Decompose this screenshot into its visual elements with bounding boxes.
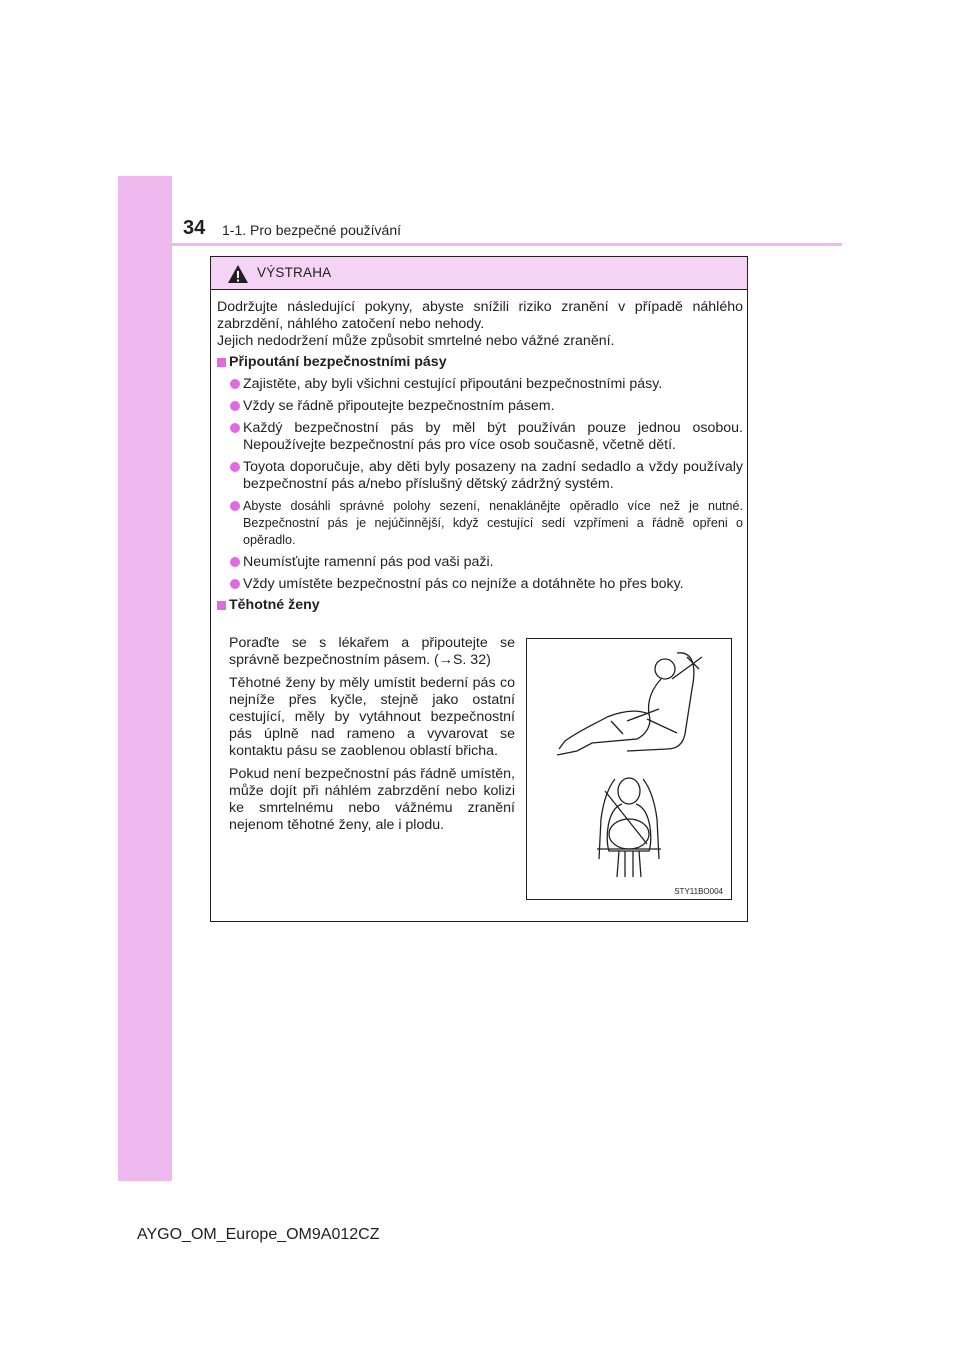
bullet-dot-icon xyxy=(230,401,240,411)
list-item: Neumísťujte ramenní pás pod vaši paži. xyxy=(217,554,743,571)
intro-paragraph: Jejich nedodržení může způsobit smrtelné nebo vážné zranění. xyxy=(217,333,615,349)
page-number: 34 xyxy=(183,217,206,239)
list-item: Každý bezpečnostní pás by měl být používán pouze jednou osobou. Nepoužívejte bezpečnostní pás pro více osob současně, včetně dětí. xyxy=(217,420,743,454)
bullet-dot-icon xyxy=(230,379,240,389)
figure-code: STY11BO004 xyxy=(674,887,723,896)
warning-box xyxy=(210,256,748,922)
list-item: Abyste dosáhli správné polohy sezení, nenaklánějte opěradlo více než je nutné. Bezpečnostní pás je nejúčinnější, když cestující sedí vzpřímeni a řádně opřeni o opěradlo. xyxy=(217,498,743,549)
list-item: Toyota doporučuje, aby děti byly posazeny na zadní sedadlo a vždy používaly bezpečnostní pás a/nebo příslušný dětský zádržný systém. xyxy=(217,459,743,493)
pregnant-paragraph: Poraďte se s lékařem a připoutejte se správně bezpečnostním pásem. (→S. 32) xyxy=(229,635,515,668)
warning-triangle-icon xyxy=(227,264,249,284)
chapter-tab-sidebar xyxy=(118,176,172,1181)
bullet-dot-icon xyxy=(230,557,240,567)
bullet-dot-icon xyxy=(230,501,240,511)
list-item: Vždy se řádně připoutejte bezpečnostním pásem. xyxy=(217,398,743,415)
section-title: 1-1. Pro bezpečné používání xyxy=(222,222,402,238)
pregnant-heading: Těhotné ženy xyxy=(217,597,743,614)
square-bullet-icon xyxy=(217,601,226,610)
warning-title: VÝSTRAHA xyxy=(257,265,332,280)
bullet-dot-icon xyxy=(230,579,240,589)
pregnant-text xyxy=(229,635,515,840)
pregnant-seatbelt-drawing xyxy=(527,639,731,884)
document-id: AYGO_OM_Europe_OM9A012CZ xyxy=(137,1226,380,1243)
intro-paragraph: Dodržujte následující pokyny, abyste snížili riziko zranění v případě náhlého zabrzdění, náhlého zatočení nebo nehody. xyxy=(217,299,743,332)
header-divider xyxy=(118,243,842,246)
pregnant-paragraph: Těhotné ženy by měly umístit bederní pás co nejníže přes kyčle, stejně jako ostatní cestující, měly by vytáhnout bezpečnostní pás úplně nad rameno a vyvarovat se kontaktu pásu se zaoblenou oblastí břicha. xyxy=(229,675,515,759)
list-item: Zajistěte, aby byli všichni cestující připoutáni bezpečnostními pásy. xyxy=(217,376,743,393)
bullet-dot-icon xyxy=(230,423,240,433)
warning-header xyxy=(211,257,747,290)
bullet-dot-icon xyxy=(230,462,240,472)
seatbelt-illustration xyxy=(526,638,732,900)
list-item: Vždy umístěte bezpečnostní pás co nejníže a dotáhněte ho přes boky. xyxy=(217,576,743,593)
square-bullet-icon xyxy=(217,358,226,367)
warning-body xyxy=(217,299,743,614)
pregnant-paragraph: Pokud není bezpečnostní pás řádně umístěn, může dojít při náhlém zabrzdění nebo kolizi ke smrtelnému nebo vážnému zranění nejenom těhotné ženy, ale i plodu. xyxy=(229,766,515,833)
seatbelts-heading: Připoutání bezpečnostními pásy xyxy=(217,354,743,371)
